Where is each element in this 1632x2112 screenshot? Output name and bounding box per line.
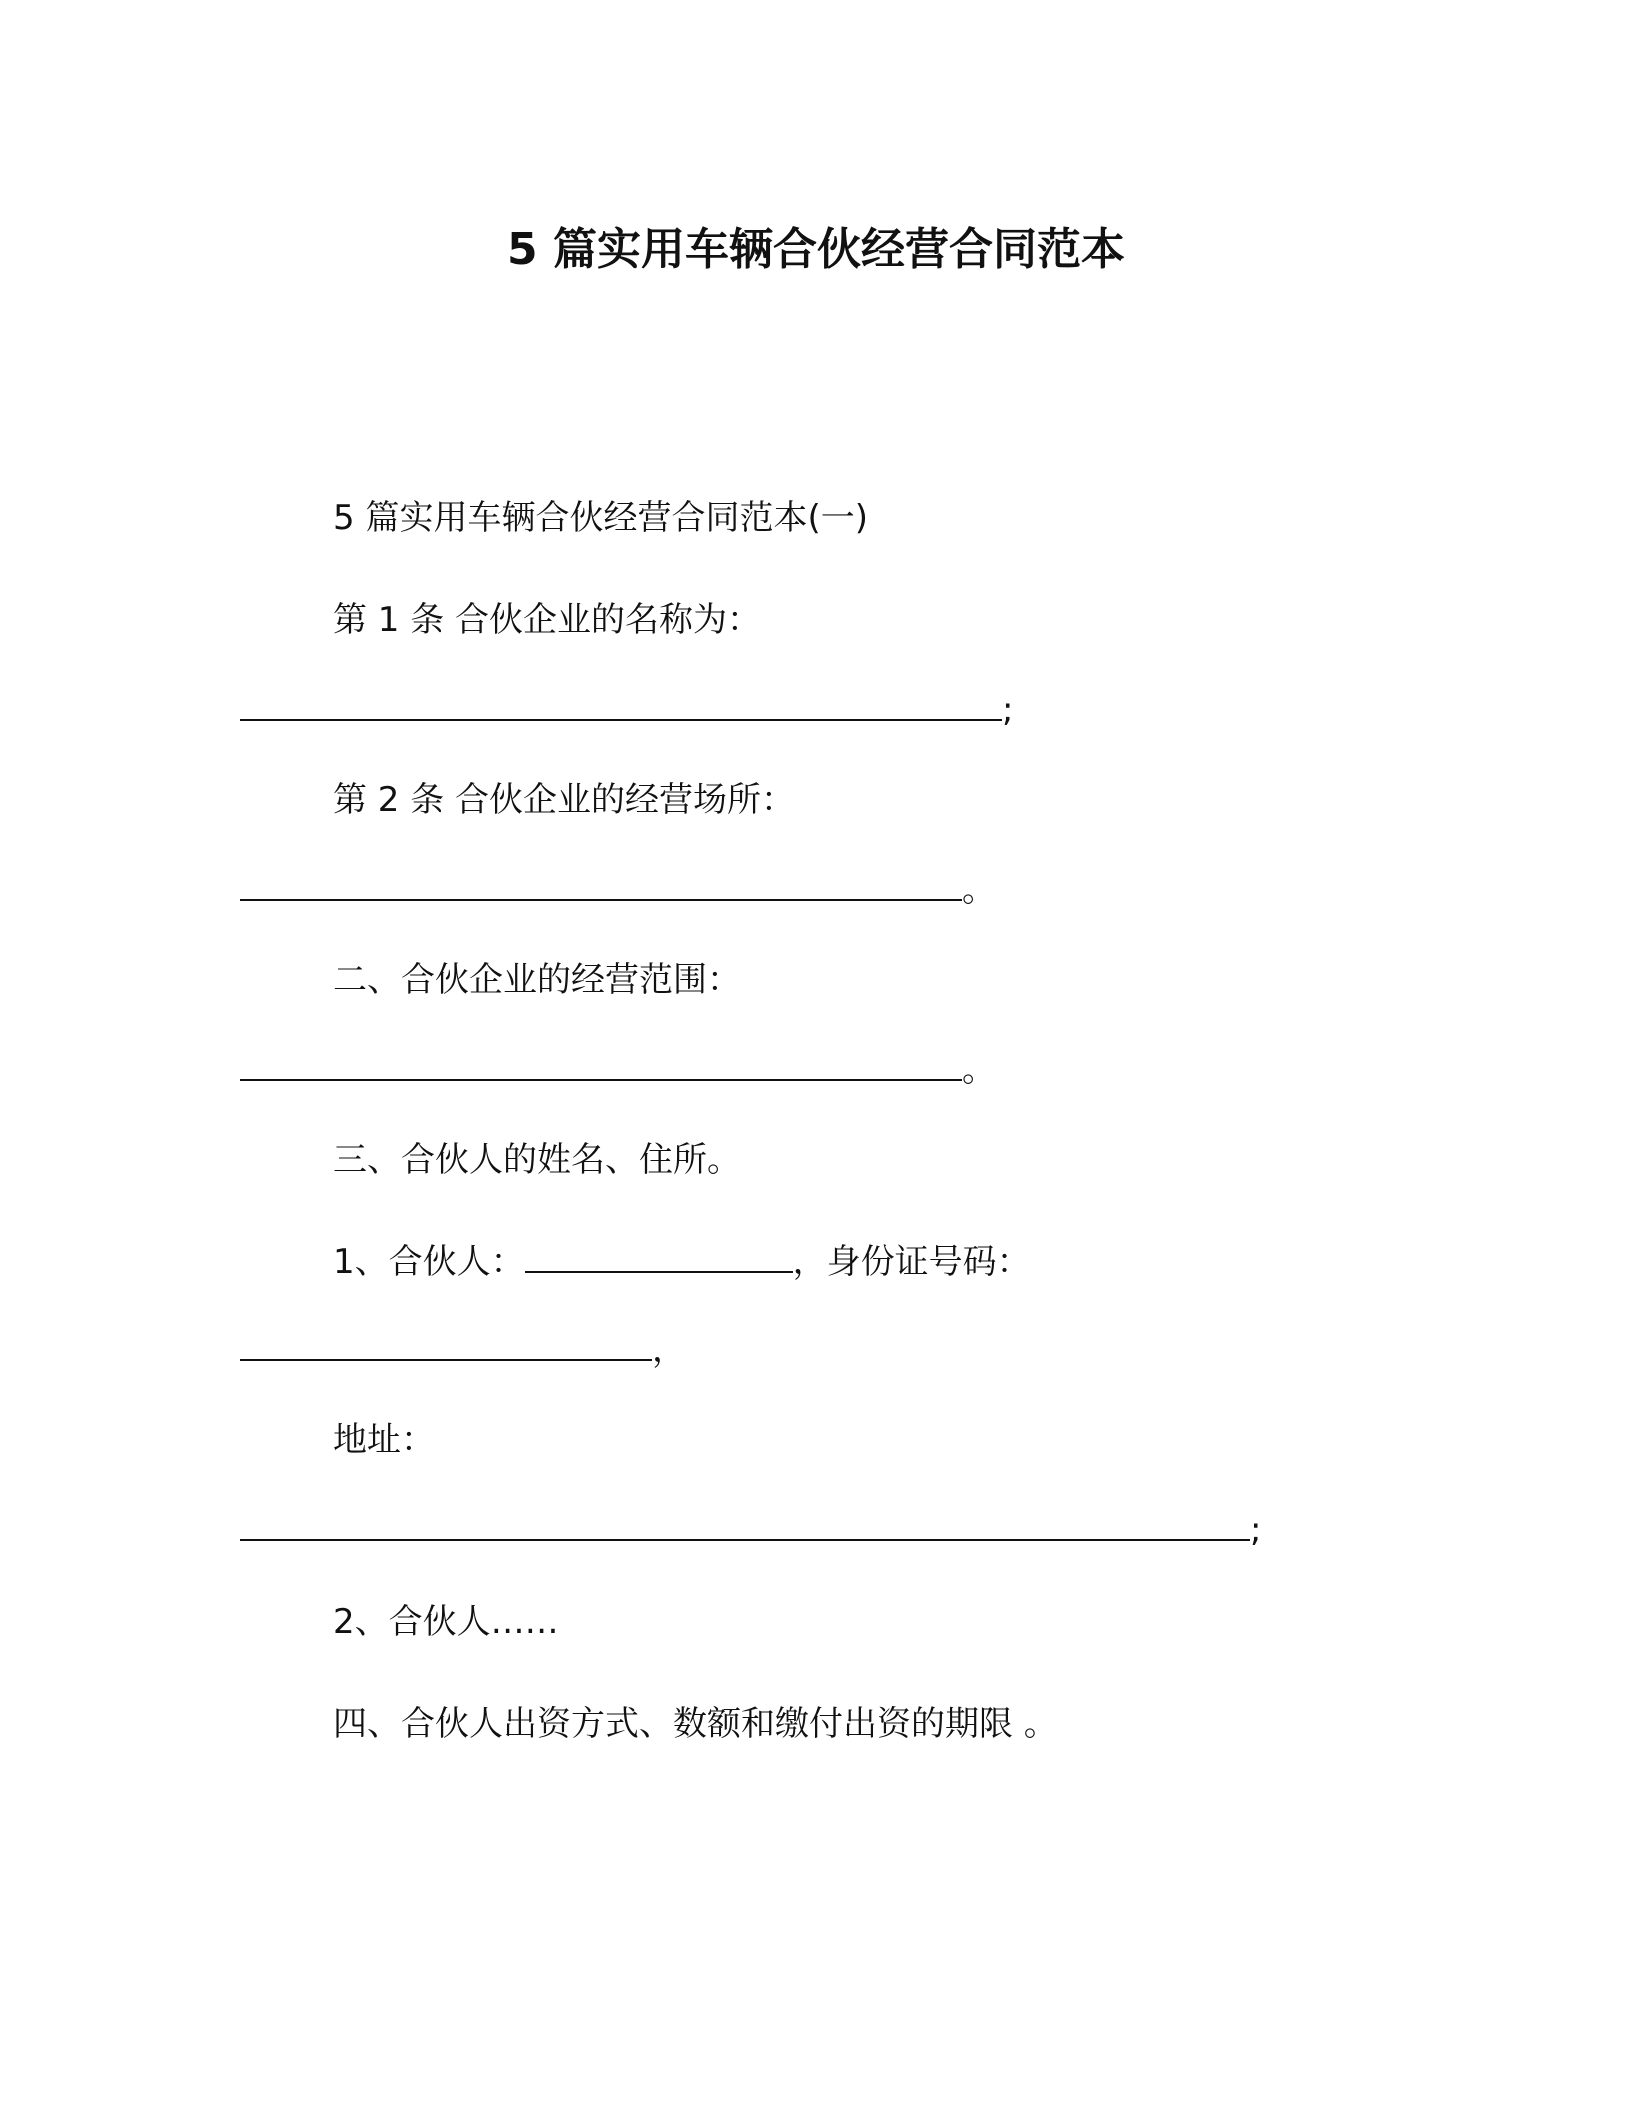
section-4-text: 四、合伙人出资方式、数额和缴付出资的期限 。 [333, 1704, 1058, 1744]
section-heading-text: 5 篇实用车辆合伙经营合同范本(一) [333, 498, 868, 538]
section-heading [333, 496, 868, 540]
section-3-text: 三、合伙人的姓名、住所。 [333, 1140, 741, 1180]
punctuation: ， [652, 1330, 686, 1370]
partner-1-label: 1、合伙人： [333, 1242, 525, 1282]
name-blank [240, 689, 1002, 721]
address-label: 地址： [333, 1420, 435, 1460]
clause-1 [333, 598, 761, 642]
scope-blank [240, 1049, 962, 1081]
id-number-blank-line [240, 1328, 686, 1372]
partner-2-text: 2、合伙人…… [333, 1602, 559, 1642]
id-number-blank [240, 1329, 652, 1361]
clause-2-blank-line [240, 868, 996, 912]
partner-2-line [333, 1600, 559, 1644]
section-2-text: 二、合伙企业的经营范围： [333, 960, 741, 1000]
punctuation: ; [1002, 690, 1014, 730]
punctuation: ; [1250, 1510, 1262, 1550]
document-title: 5 篇实用车辆合伙经营合同范本 [507, 224, 1125, 275]
section-4 [333, 1702, 1058, 1746]
section-3 [333, 1138, 741, 1182]
section-2-blank-line [240, 1048, 996, 1092]
partner-name-blank [525, 1241, 793, 1273]
punctuation: 。 [962, 1050, 996, 1090]
punctuation: 。 [962, 870, 996, 910]
address-blank-line [240, 1508, 1261, 1552]
clause-1-blank-line [240, 688, 1013, 732]
clause-1-text: 第 1 条 合伙企业的名称为： [333, 600, 762, 640]
clause-2-text: 第 2 条 合伙企业的经营场所： [333, 780, 796, 820]
address-line [333, 1418, 435, 1462]
section-2 [333, 958, 741, 1002]
clause-2 [333, 778, 795, 822]
address-blank [240, 1509, 1250, 1541]
partner-1-line [333, 1240, 1031, 1284]
location-blank [240, 869, 962, 901]
id-number-label: ，身份证号码： [792, 1242, 1031, 1282]
